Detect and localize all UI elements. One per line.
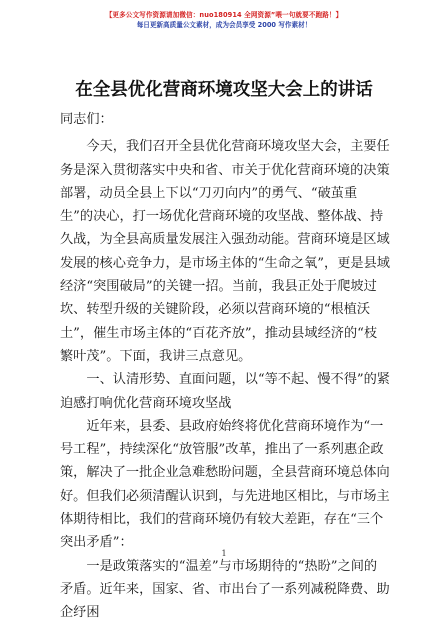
promo-banner-line-1: 【更多公文写作资源请加微信：nuo180914 全网资源”喂一句就要不跑路！】 — [105, 11, 343, 19]
paragraph-situation: 近年来，县委、县政府始终将优化营商环境作为“一号工程”，持续深化“放管服”改革，推出了一系列惠企政策，解决了一批企业急难愁盼问题，全县营商环境总体向好。但我们必须清醒认识到，与先进地区相比，与市场主体期待相比，我们的营商环境仍有较大差距，存在“三个突出矛盾”： — [60, 418, 390, 551]
paragraph-contradiction-1: 一是政策落实的“温差”与市场期待的“热盼”之间的矛盾。近年来，国家、省、市出台了一系列减税降费、助企纾困 — [60, 558, 390, 621]
promo-banner-line-2: 每日更新高质量公文素材，成为会员享受 2000 写作素材！ — [136, 21, 312, 29]
document-title: 在全县优化营商环境攻坚大会上的讲话 — [75, 80, 373, 100]
promo-banner — [0, 10, 448, 31]
paragraph-intro: 今天，我们召开全县优化营商环境攻坚大会，主要任务是深入贯彻落实中央和省、市关于优化营商环境的决策部署，动员全县上下以“刀刃向内”的勇气、“破茧重生”的决心，打一场优化营商环境的攻坚战、整体战、持久战，为全县高质量发展注入强劲动能。营商环境是区域发展的核心竞争力，是市场主体的“生命之氧”，更是县域经济“突围破局”的关键一招。当前，我县正处于爬坡过坎、转型升级的关键阶段，必须以营商环境的“根植沃土”，催生市场主体的“百花齐放”，推动县域经济的“枝繁叶茂”。下面，我讲三点意见。 — [60, 139, 390, 364]
document-body — [60, 104, 390, 625]
page-number: 1 — [221, 549, 227, 558]
section-heading-1: 一、认清形势、直面问题，以“等不起、慢不得”的紧迫感打响优化营商环境攻坚战 — [60, 372, 390, 411]
salutation: 同志们： — [60, 112, 113, 127]
